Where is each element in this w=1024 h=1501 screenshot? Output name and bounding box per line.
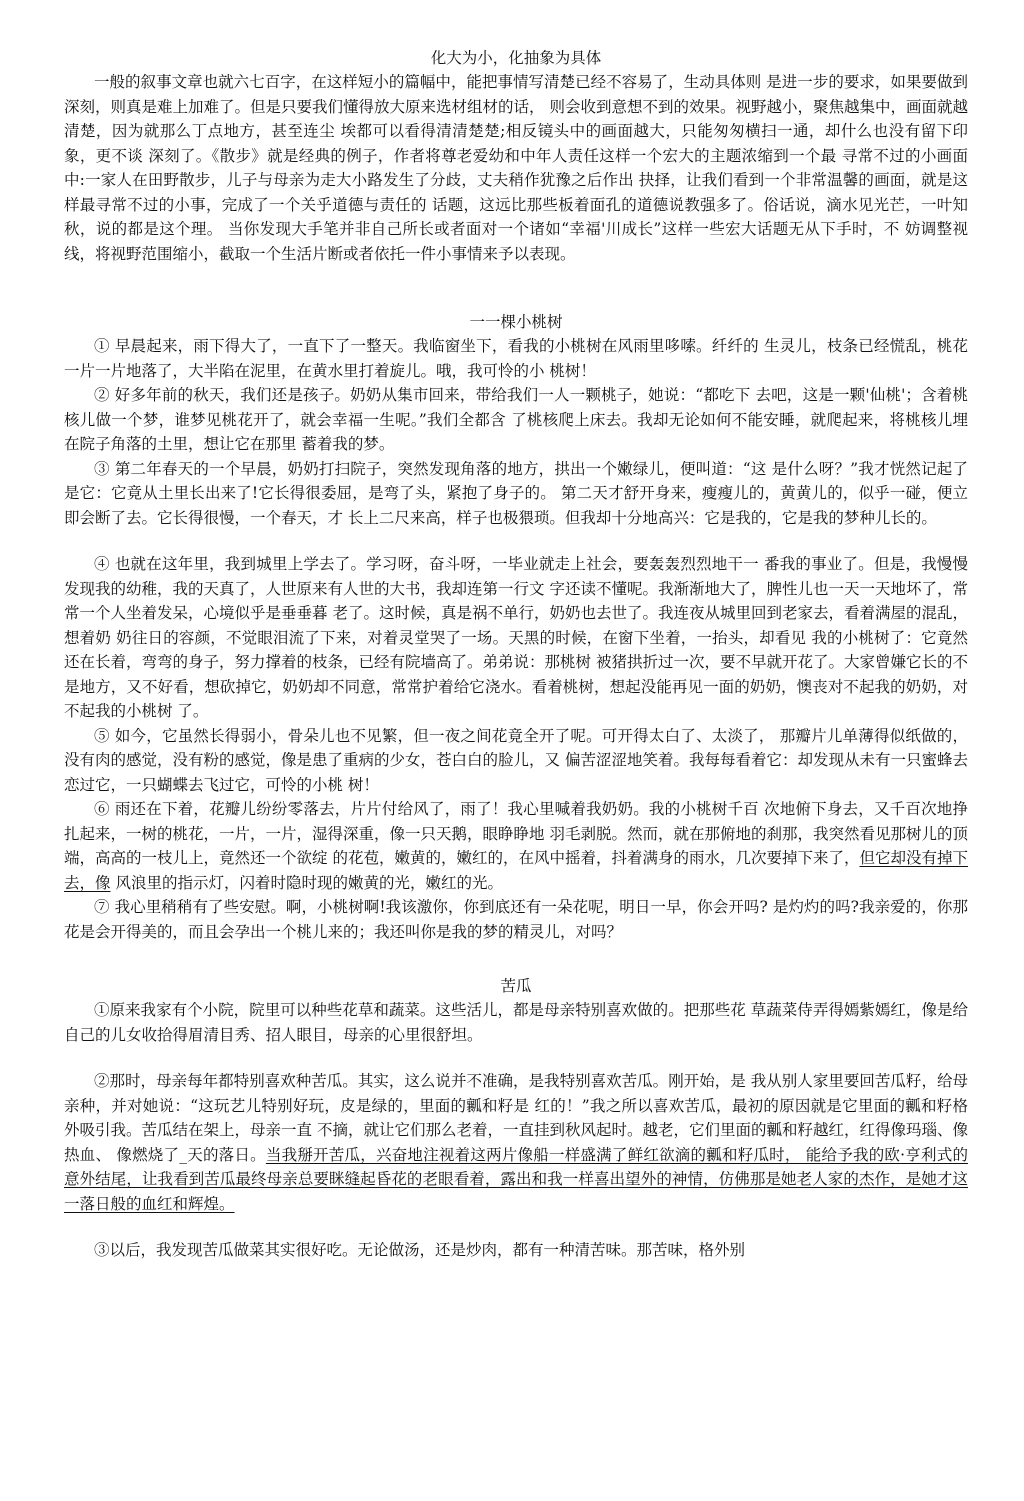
- melon-paragraph-3: ③以后，我发现苦瓜做菜其实很好吃。无论做汤，还是炒肉，都有一种清苦味。那苦味，格外别: [94, 1241, 746, 1259]
- intro-paragraph: 一般的叙事文章也就六七百字，在这样短小的篇幅中，能把事情写清楚已经不容易了，生动具体则 是进一步的要求，如果要做到深刻，则真是难上加难了。但是只要我们懂得放大原来选材组材的话， 则会收到意想不到的效果。视野越小，聚焦越集中，画面就越清楚，因为就那么丁点地方，甚至连尘 埃都可以看得清清楚楚;相反镜头中的画面越大，只能匆匆横扫一通，却什么也没有留下印象，更不谈 深刻了。《散步》就是经典的例子，作者将尊老爱幼和中年人责任这样一个宏大的主题浓缩到一个最 寻常不过的小画面中:一家人在田野散步，儿子与母亲为走大小路发生了分歧，丈夫稍作犹豫之后作出 抉择，让我们看到一个非常温馨的画面，就是这样最寻常不过的小事，完成了一个关乎道德与责任的 话题，这远比那些板着面孔的道德说教强多了。俗话说，滴水见光芒，一叶知秋，说的都是这个理。 当你发现大手笔并非自己所长或者面对一个诸如“幸福'川成长”这样一些宏大话题无从下手时，不 妨调整视线，将视野范围缩小，截取一个生活片断或者依托一件小事情来予以表现。: [64, 73, 968, 263]
- melon-paragraph-2-underlined: 当我掰开苦瓜，兴奋地注视着这两片像船一样盛满了鲜红欲滴的瓤和籽瓜时， 能给予我的欧·亨利式的意外结尾，让我看到苦瓜最终母亲总要眯缝起昏花的老眼看着，露出和我一样喜出望外的神情，仿佛那是她老人家的杰作，是她才这一落日般的血红和辉煌。: [64, 1145, 968, 1213]
- melon-paragraph-2: [64, 1069, 968, 1216]
- paragraph-spacer: [64, 530, 968, 552]
- peach-paragraph-2: ② 好多年前的秋天，我们还是孩子。奶奶从集市回来，带给我们一人一颗桃子，她说：“都吃下 去吧，这是一颗'仙桃'；含着桃核儿做一个梦，谁梦见桃花开了，就会幸福一生呢。”我们全都含 了桃核爬上床去。我却无论如何不能安睡，就爬起来，将桃核儿埋在院子角落的土里，想让它在那里 蓄着我的梦。: [64, 386, 968, 453]
- paragraph-spacer: [64, 1047, 968, 1069]
- peach-paragraph-7: ⑦ 我心里稍稍有了些安慰。啊，小桃树啊!我该激你，你到底还有一朵花呢，明日一早，你会开吗? 是灼灼的吗?我亲爱的，你那花是会开得美的，而且会孕出一个桃儿来的；我还叫你是我的梦的精灵儿，对吗？: [64, 898, 968, 941]
- peach-paragraph-6-end: 风浪里的指示灯，闪着时隐时现的嫩黄的光，嫩红的光。: [110, 873, 503, 892]
- peach-paragraph-6-underlined: 但它却没有掉下去，像: [64, 849, 968, 892]
- paragraph-spacer: [64, 1216, 968, 1238]
- peach-paragraph-4: ④ 也就在这年里，我到城里上学去了。学习呀，奋斗呀，一毕业就走上社会，要轰轰烈烈地干一 番我的事业了。但是，我慢慢发现我的幼稚，我的天真了，人世原来有人世的大书，我却连第一行文 字还读不懂呢。我渐渐地大了，脾性儿也一天一天地坏了，常常一个人坐着发呆，心境似乎是垂垂暮 老了。这时候，真是祸不单行，奶奶也去世了。我连夜从城里回到老家去，看着满屋的混乱，想着奶 奶往日的容颜，不觉眼泪流了下来，对着灵堂哭了一场。天黑的时候，在窗下坐着，一抬头，却看见 我的小桃树了：它竟然还在长着，弯弯的身子，努力撑着的枝条，已经有院墙高了。弟弟说：那桃树 被猪拱折过一次，要不早就开花了。大家曾嫌它长的不是地方，又不好看，想砍掉它，奶奶却不同意，常常护着给它浇水。看着桃树，想起没能再见一面的奶奶，懊丧对不起我的奶奶，对不起我的小桃树 了。: [64, 555, 968, 720]
- peach-paragraph-3: ③ 第二年春天的一个早晨，奶奶打扫院子，突然发现角落的地方，拱出一个嫩绿儿，便叫道：“这 是什么呀？”我才恍然记起了是它：它竟从土里长出来了!它长得很委屈，是弯了头，紧抱了身子的。 第二天才舒开身来，瘦瘦儿的，黄黄儿的，似乎一碰，便立即会断了去。它长得很慢，一个春天，才 长上二尺来高，样子也极猥琐。但我却十分地高兴：它是我的，它是我的梦种儿长的。: [64, 459, 968, 527]
- melon-paragraph-2-start: ②那时，母亲每年都特别喜欢种苦瓜。其实，这么说并不准确，是我特别喜欢苦瓜。刚开始，是 我从别人家里要回苦瓜籽，给母亲种，并对她说：“这玩艺儿特别好玩，皮是绿的，里面的瓤和籽是 红的！”我之所以喜欢苦瓜，最初的原因就是它里面的瓤和籽格外吸引我。苦瓜结在架上，母亲一直 不摘，就让它们那么老着，一直挂到秋风起时。越老，它们里面的瓤和籽越红，红得像玛瑙、像热血、 像燃烧了_天的落日。: [64, 1072, 968, 1164]
- section-spacer: [64, 266, 968, 310]
- peach-paragraph-5: ⑤ 如今，它虽然长得弱小，骨朵儿也不见繁，但一夜之间花竟全开了呢。可开得太白了、太淡了， 那瓣片儿单薄得似纸做的，没有肉的感觉，没有粉的感觉，像是患了重病的少女，苍白白的脸儿，又 偏苦涩涩地笑着。我每每看着它：却发现从未有一只蜜蜂去恋过它，一只蝴蝶去飞过它，可怜的小桃 树！: [64, 726, 968, 794]
- peach-paragraph-1: ① 早晨起来，雨下得大了，一直下了一整天。我临窗坐下，看我的小桃树在风雨里哆嗦。纤纤的 生灵儿，枝条已经慌乱，桃花一片一片地落了，大半陷在泥里，在黄水里打着旋儿。哦，我可怜的小 桃树！: [64, 337, 968, 380]
- section-title-bitter-melon: 苦瓜: [500, 977, 532, 995]
- section-title-peach-tree: 一一棵小桃树: [469, 313, 563, 331]
- peach-paragraph-6-start: ⑥ 雨还在下着，花瓣儿纷纷零落去，片片付给风了，雨了！我心里喊着我奶奶。我的小桃树千百 次地俯下身去，又千百次地挣扎起来，一树的桃花，一片，一片，湿得深重，像一只天鹅，眼睁睁地 羽毛剥脱。然而，就在那俯地的刹那，我突然看见那树儿的顶端，高高的一枝儿上，竟然还一个欲绽 的花苞，嫩黄的，嫩红的，在风中摇着，抖着满身的雨水，几次要掉下来了，: [64, 800, 968, 867]
- section-title-big-to-small: 化大为小，化抽象为具体: [430, 49, 602, 67]
- melon-paragraph-1: ①原来我家有个小院，院里可以种些花草和蔬菜。这些活儿，都是母亲特别喜欢做的。把那些花 草蔬菜侍弄得嫣紫嫣红，像是给自己的儿女收拾得眉清目秀、招人眼目，母亲的心里很舒坦。: [64, 1001, 968, 1044]
- section-spacer: [64, 944, 968, 974]
- peach-paragraph-6: [64, 797, 968, 895]
